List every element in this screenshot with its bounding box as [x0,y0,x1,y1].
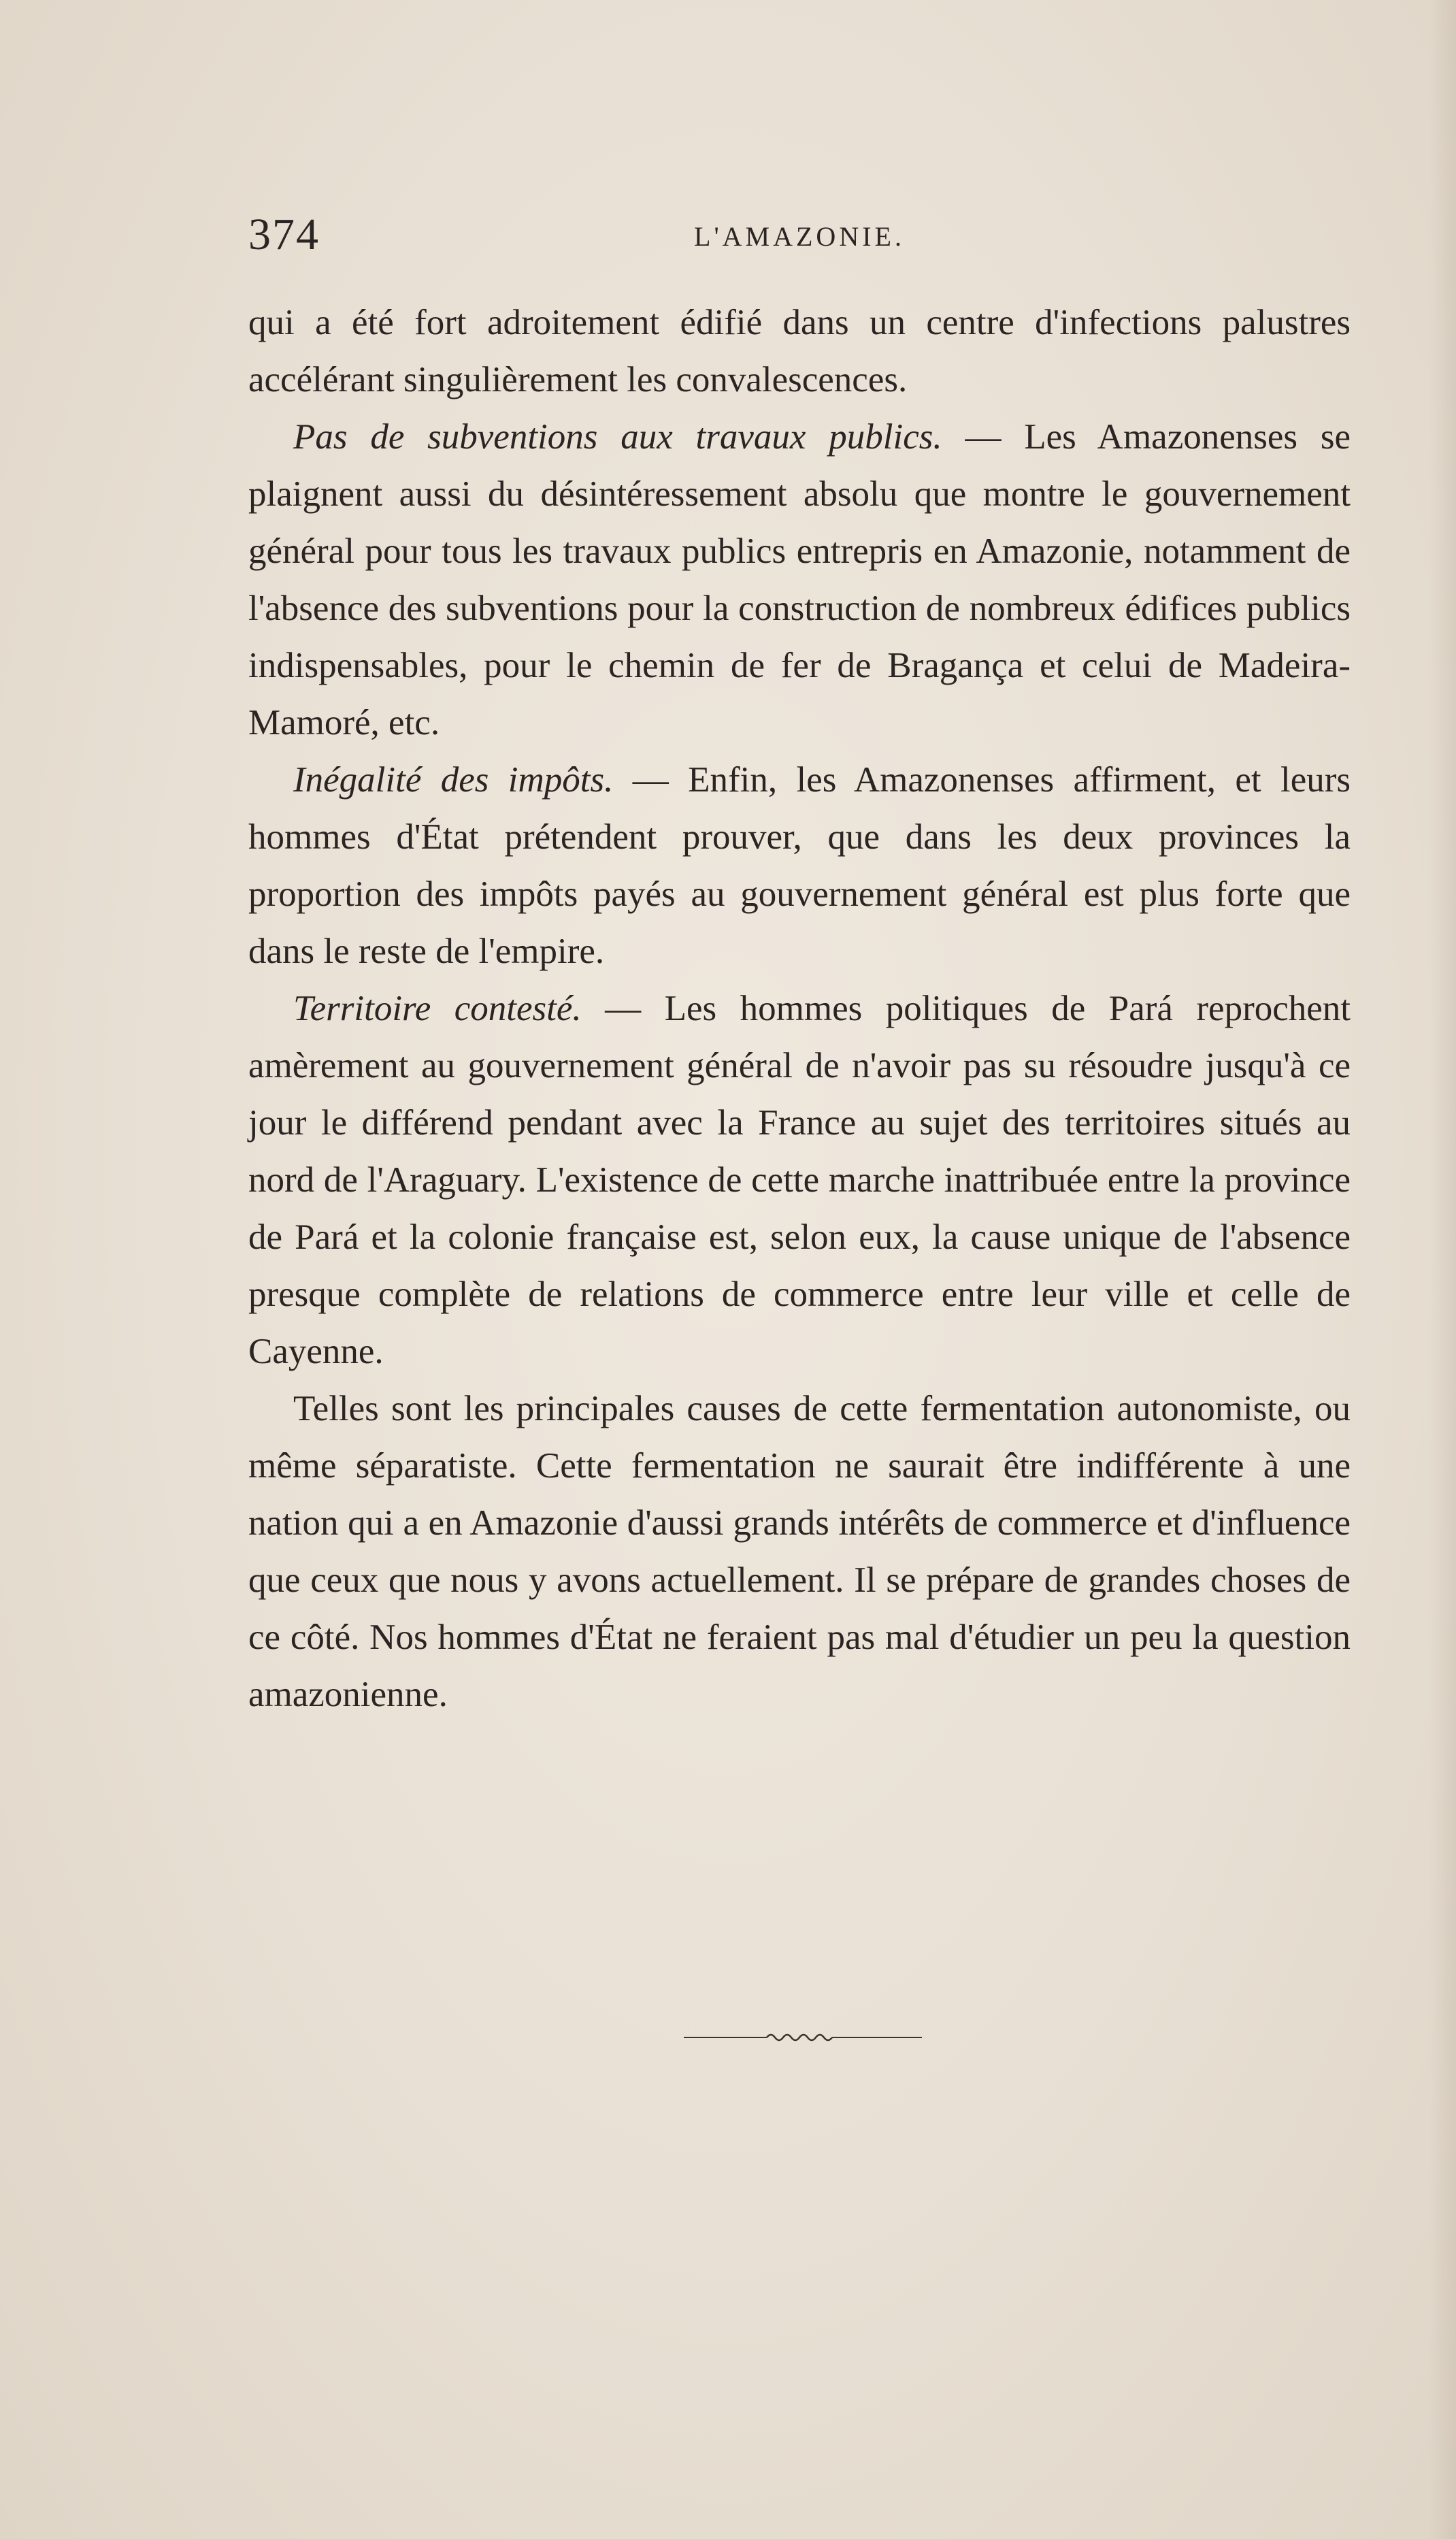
paragraph-text: Telles sont les principales causes de cette fermentation autonomiste, ou même séparatiste. Cette fermentation ne saurait être indifférente à une nation qui a en Amazonie d'aussi grands intérêts de commerce et d'influence que ceux que nous y avons actuellement. Il se prépare de grandes choses de ce côté. Nos hommes d'État ne feraient pas mal d'étudier un peu la question amazonienne. [248,1389,1351,1714]
body-text [248,294,1351,1723]
paragraph-text: Les hommes politiques de Pará reprochent amèrement au gouvernement général de n'avoir pas su résoudre jusqu'à ce jour le différend pendant avec la France au sujet des territoires situés au nord de l'Araguary. L'existence de cette marche inattribuée entre la province de Pará et la colonie française est, selon eux, la cause unique de l'absence presque complète de relations de commerce entre leur ville et celle de Cayenne. [248,989,1351,1371]
section-lead-subventions: Pas de subventions aux travaux publics. [293,417,942,457]
paragraph-impots [248,751,1351,980]
paragraph-subventions [248,408,1351,751]
paragraph-territoire [248,980,1351,1380]
running-title: L'AMAZONIE. [694,221,905,252]
section-lead-territoire: Territoire contesté. [293,989,582,1028]
wavy-line-ornament-icon [684,2027,922,2047]
lead-separator: — [613,760,689,800]
lead-separator: — [942,417,1025,457]
paragraph-continuation [248,294,1351,408]
section-lead-impots: Inégalité des impôts. [293,760,614,800]
page-number: 374 [248,210,320,259]
lead-separator: — [581,989,665,1028]
paragraph-text: qui a été fort adroitement édifié dans un centre d'infections palustres accélérant singulièrement les convalescences. [248,303,1351,399]
page-edge-shadow [1429,0,1456,2539]
paragraph-text: Les Amazonenses se plaignent aussi du désintéressement absolu que montre le gouvernement général pour tous les travaux publics entrepris en Amazonie, notamment de l'absence des subventions pour la construction de nombreux édifices publics indispensables, pour le chemin de fer de Bragança et celui de Madeira-Mamoré, etc. [248,417,1351,742]
paragraph-text: Enfin, les Amazonenses affirment, et leurs hommes d'État prétendent prouver, que dans les deux provinces la proportion des impôts payés au gouvernement général est plus forte que dans le reste de l'empire. [248,760,1351,971]
page-header [248,204,1351,265]
paragraph-conclusion [248,1380,1351,1723]
